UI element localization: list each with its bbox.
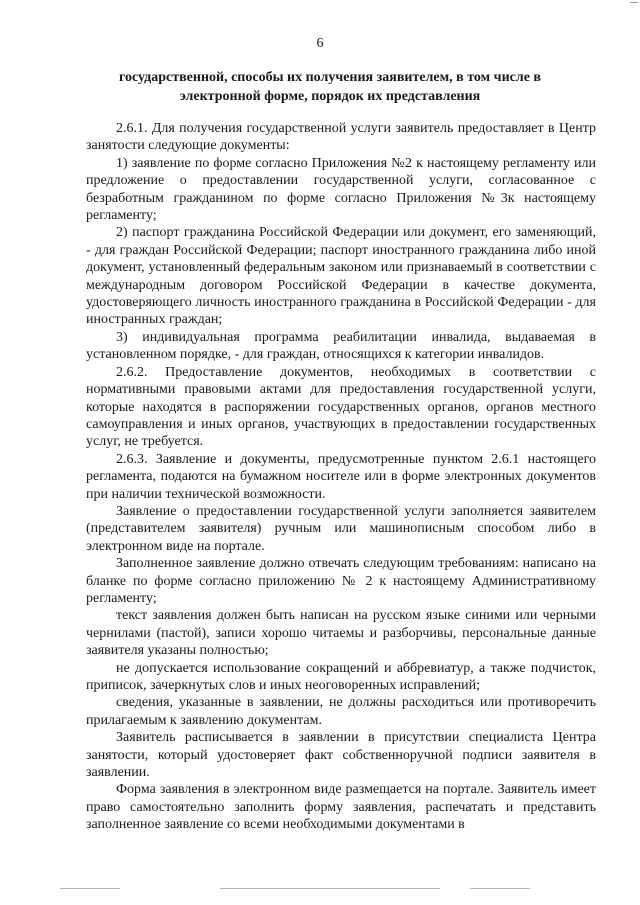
paragraph: текст заявления должен быть написан на русском языке синими или черными чернилами (пастой), записи хорошо читаемы и разборчивы, персональные данные заявителя указаны полностью; (86, 608, 596, 659)
footer-rule (470, 888, 530, 889)
corner-mark (630, 2, 638, 9)
paragraph: Форма заявления в электронном виде размещается на портале. Заявитель имеет право самостоятельно заполнить форму заявления, распечатать и представить заполненное заявление со всеми необходимыми документами в (86, 782, 596, 833)
paragraph: Заполненное заявление должно отвечать следующим требованиям: написано на бланке по форме согласно приложению № 2 к настоящему Административному регламенту; (86, 556, 596, 606)
paragraph: 2.6.2. Предоставление документов, необходимых в соответствии с нормативными правовыми актами для предоставления государственной услуги, которые находятся в распоряжении государственных органов, органов местного самоуправления и иных органов, участвующих в предоставлении государственных услуг, не требуется. (86, 364, 596, 450)
footer-rule (220, 888, 440, 889)
paragraph: 2.6.1. Для получения государственной услуги заявитель предоставляет в Центр занятости следующие документы: (86, 121, 596, 154)
paragraph: Заявление о предоставлении государственной услуги заполняется заявителем (представителем заявителя) ручным или машинописным способом либо в электронном виде на портале. (86, 503, 596, 554)
section-heading: государственной, способы их получения заявителем, в том числе в электронной форме, порядок их представления (119, 70, 541, 104)
paragraph: 2.6.3. Заявление и документы, предусмотренные пунктом 2.6.1 настоящего регламента, подаются на бумажном носителе или в форме электронных документов при наличии технической возможности. (86, 451, 596, 502)
paragraph: 2) паспорт гражданина Российской Федерации или документ, его заменяющий, - для граждан Российской Федерации; паспорт иностранного гражданина либо иной документ, установленный федеральным законом или признаваемый в соответствии с международным договором Российской Федерации в качестве документа, удостоверяющего личность иностранного гражданина в Российской Федерации - для иностранных граждан; (86, 225, 596, 328)
body-text (86, 120, 596, 834)
paragraph: 1) заявление по форме согласно Приложения №2 к настоящему регламенту или предложение о предоставлении государственной услуги, согласованное с безработным гражданином по форме согласно Приложения №3к настоящему регламенту; (86, 155, 596, 224)
paragraph: сведения, указанные в заявлении, не должны расходиться или противоречить прилагаемым к заявлению документам. (86, 695, 596, 728)
paragraph: не допускается использование сокращений и аббревиатур, а также подчисток, приписок, зачеркнутых слов и иных неоговоренных исправлений; (86, 660, 596, 693)
footer-rule (60, 888, 120, 889)
paragraph: Заявитель расписывается в заявлении в присутствии специалиста Центра занятости, который удостоверяет факт собственноручной подписи заявителя в заявлении. (86, 730, 596, 781)
page-number: 6 (316, 36, 324, 51)
paragraph: 3) индивидуальная программа реабилитации инвалида, выдаваемая в установленном порядке, - для граждан, относящихся к категории инвалидов. (86, 329, 596, 363)
